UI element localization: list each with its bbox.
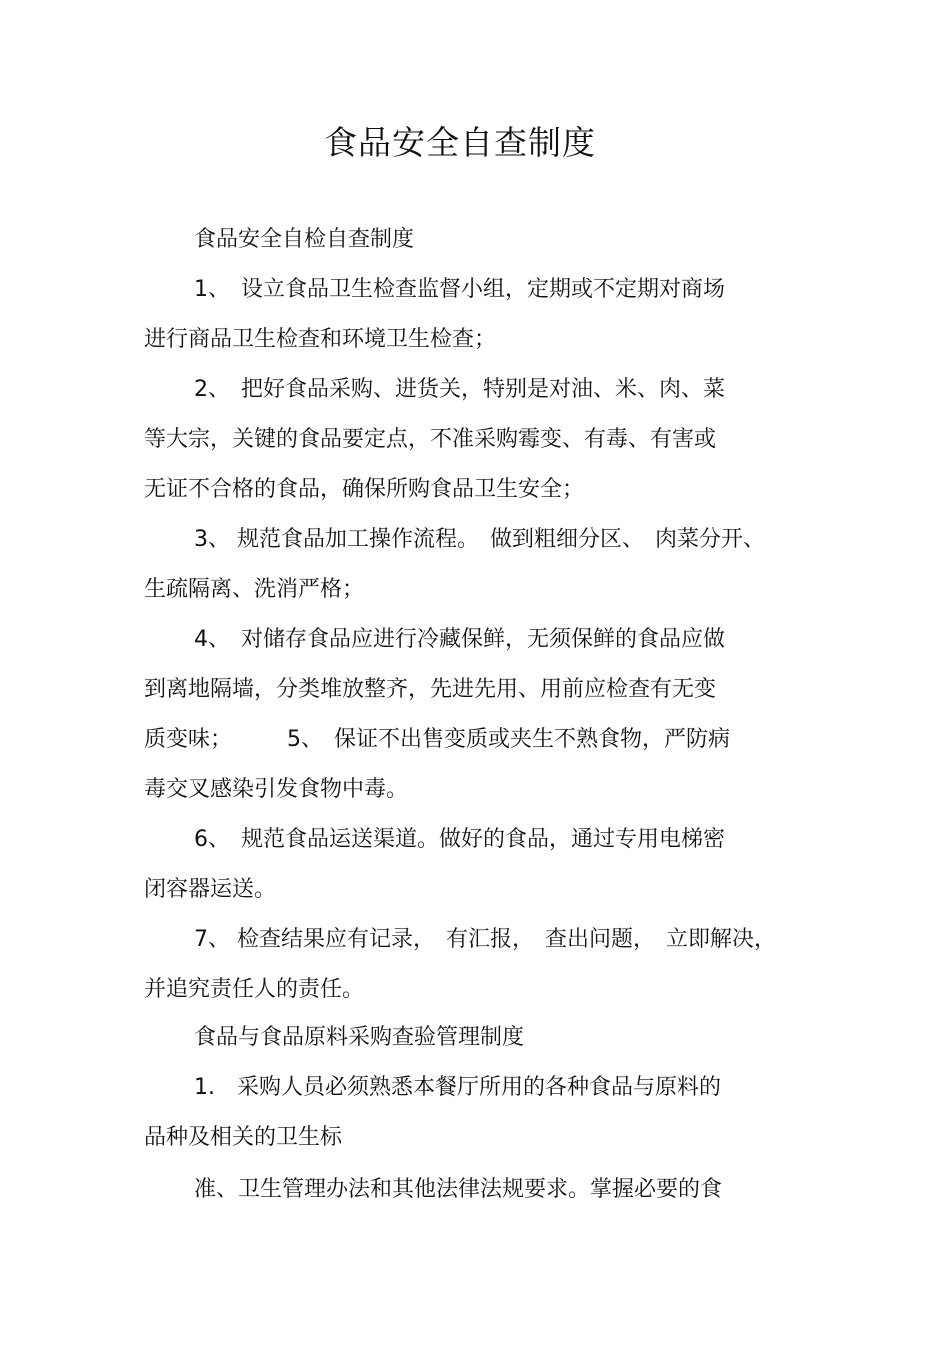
paragraph-line: 准、卫生管理办法和其他法律法规要求。掌握必要的食: [194, 1177, 723, 1202]
paragraph-line: 4、 对储存食品应进行冷藏保鲜，无须保鲜的食品应做: [194, 627, 725, 652]
paragraph-line: 品种及相关的卫生标: [144, 1125, 343, 1150]
paragraph-line: 1、 设立食品卫生检查监督小组，定期或不定期对商场: [194, 277, 725, 302]
section-heading-self-inspection: 食品安全自检自查制度: [194, 227, 415, 252]
paragraph-line: 质变味； 5、 保证不出售变质或夹生不熟食物，严防病: [144, 727, 730, 752]
document-title: 食品安全自查制度: [324, 123, 596, 162]
paragraph-line: 到离地隔墙，分类堆放整齐，先进先用、用前应检查有无变: [144, 677, 717, 702]
paragraph-line: 7、 检查结果应有记录， 有汇报， 查出问题， 立即解决，: [194, 927, 776, 952]
paragraph-line: 6、 规范食品运送渠道。做好的食品，通过专用电梯密: [194, 827, 725, 852]
paragraph-line: 毒交叉感染引发食物中毒。: [144, 777, 409, 802]
paragraph-line: 生疏隔离、洗消严格；: [144, 577, 365, 602]
paragraph-line: 2、 把好食品采购、进货关，特别是对油、米、肉、菜: [194, 377, 725, 402]
paragraph-line: 1. 采购人员必须熟悉本餐厅所用的各种食品与原料的: [194, 1075, 721, 1100]
paragraph-line: 闭容器运送。: [144, 877, 277, 902]
paragraph-line: 3、 规范食品加工操作流程。 做到粗细分区、 肉菜分开、: [194, 527, 765, 552]
paragraph-line: 等大宗，关键的食品要定点，不准采购霉变、有毒、有害或: [144, 427, 717, 452]
section-heading-procurement: 食品与食品原料采购查验管理制度: [194, 1025, 525, 1050]
paragraph-line: 并追究责任人的责任。: [144, 977, 365, 1002]
paragraph-line: 无证不合格的食品，确保所购食品卫生安全；: [144, 477, 585, 502]
paragraph-line: 进行商品卫生检查和环境卫生检查；: [144, 327, 497, 352]
